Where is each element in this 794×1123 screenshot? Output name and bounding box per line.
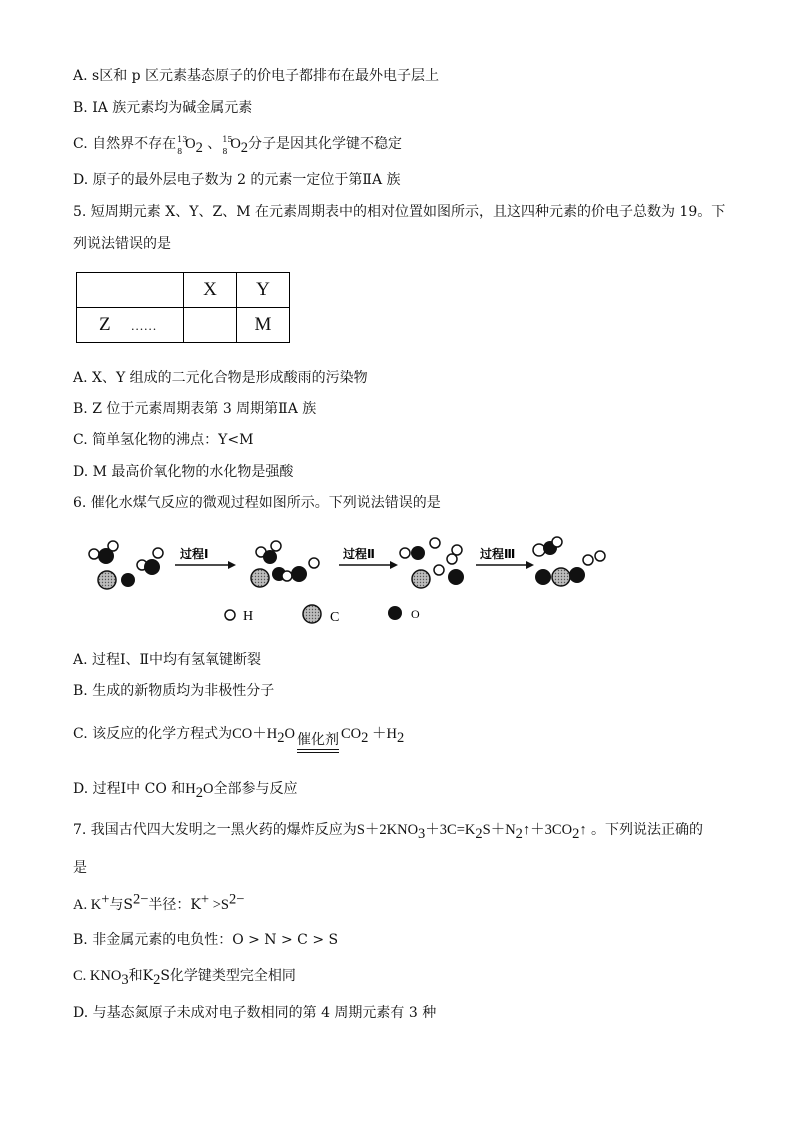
q7-option-b: B. 非金属元素的电负性：O > N > C > S [73,932,339,948]
q6-option-b: B. 生成的新物质均为非极性分子 [73,683,275,699]
reaction-diagram [80,530,620,630]
table-cell-empty [77,273,184,308]
isotope-prefix: 15 8 [222,135,233,156]
q7-stem-line1: 7. 我国古代四大发明之一黑火药的爆炸反应为$S+2KNO_3+3C=K_2S+N_2↑+3CO_2↑$ 。下列说法正确的 [73,822,704,842]
q5-option-d: D. M 最高价氧化物的水化物是强酸 [73,464,294,480]
table-cell-y: Y [237,273,290,308]
step-1-label: 过程Ⅰ [180,547,209,561]
table-cell-blank [184,308,237,343]
q7-stem-line2: 是 [73,860,87,876]
table-cell-z: Z …… [77,308,184,343]
q6-option-d: D. 过程Ⅰ中 CO 和$H_2O$全部参与反应 [73,781,298,801]
final-state [533,537,605,586]
q5-stem-line1: 5. 短周期元素 X、Y、Z、M 在元素周期表中的相对位置如图所示，且这四种元素的价电子总数为 19。下 [73,204,726,220]
periodic-table-fragment [76,272,290,343]
q7-option-a: A. K+与$S^{2-}$半径：$K^+ >S^{2-}$ [73,891,245,913]
step-2-label: 过程Ⅱ [343,547,375,561]
svg-text:C: C [330,610,340,625]
q7-option-d: D. 与基态氮原子未成对电子数相同的第 4 周期元素有 3 种 [73,1005,437,1021]
q5-stem-line2: 列说法错误的是 [73,236,171,252]
q6-stem: 6. 催化水煤气反应的微观过程如图所示。下列说法错误的是 [73,495,441,511]
diagram-legend [225,605,420,625]
q4-option-c: C. 自然界不存在 13 8 $O_2$ 、 15 8 $O_2$分子是因其化学键不稳定 [73,135,403,156]
table-cell-m: M [237,308,290,343]
q4-option-d: D. 原子的最外层电子数为 2 的元素一定位于第ⅡA 族 [73,172,401,188]
q4-option-b: B. ⅠA 族元素均为碱金属元素 [73,100,253,116]
svg-text:O: O [411,607,420,621]
q5-option-c: C. 简单氢化物的沸点：Y<M [73,432,254,448]
svg-text:H: H [243,609,254,624]
initial-state [89,541,163,589]
step-3-label: 过程Ⅲ [480,547,516,561]
q5-option-b: B. Z 位于元素周期表第 3 周期第ⅡA 族 [73,401,317,417]
q4-option-a: A. s区和 p 区元素基态原子的价电子都排布在最外电子层上 [73,68,440,84]
q7-option-c: C. $KNO_3$和$K_2S$化学键类型完全相同 [73,968,296,988]
catalyst-equals-sign: 催化剂 [297,732,339,760]
q5-option-a: A. X、Y 组成的二元化合物是形成酸雨的污染物 [73,370,368,386]
q6-option-a: A. 过程Ⅰ、Ⅱ中均有氢氧键断裂 [73,652,262,668]
q6-option-c: C. 该反应的化学方程式为$CO+H_2O$ 催化剂 $CO_2 +H_2$ [73,724,404,760]
isotope-prefix: 13 8 [177,135,188,156]
table-cell-x: X [184,273,237,308]
state-after-step-2 [400,538,464,588]
state-after-step-1 [251,541,319,587]
